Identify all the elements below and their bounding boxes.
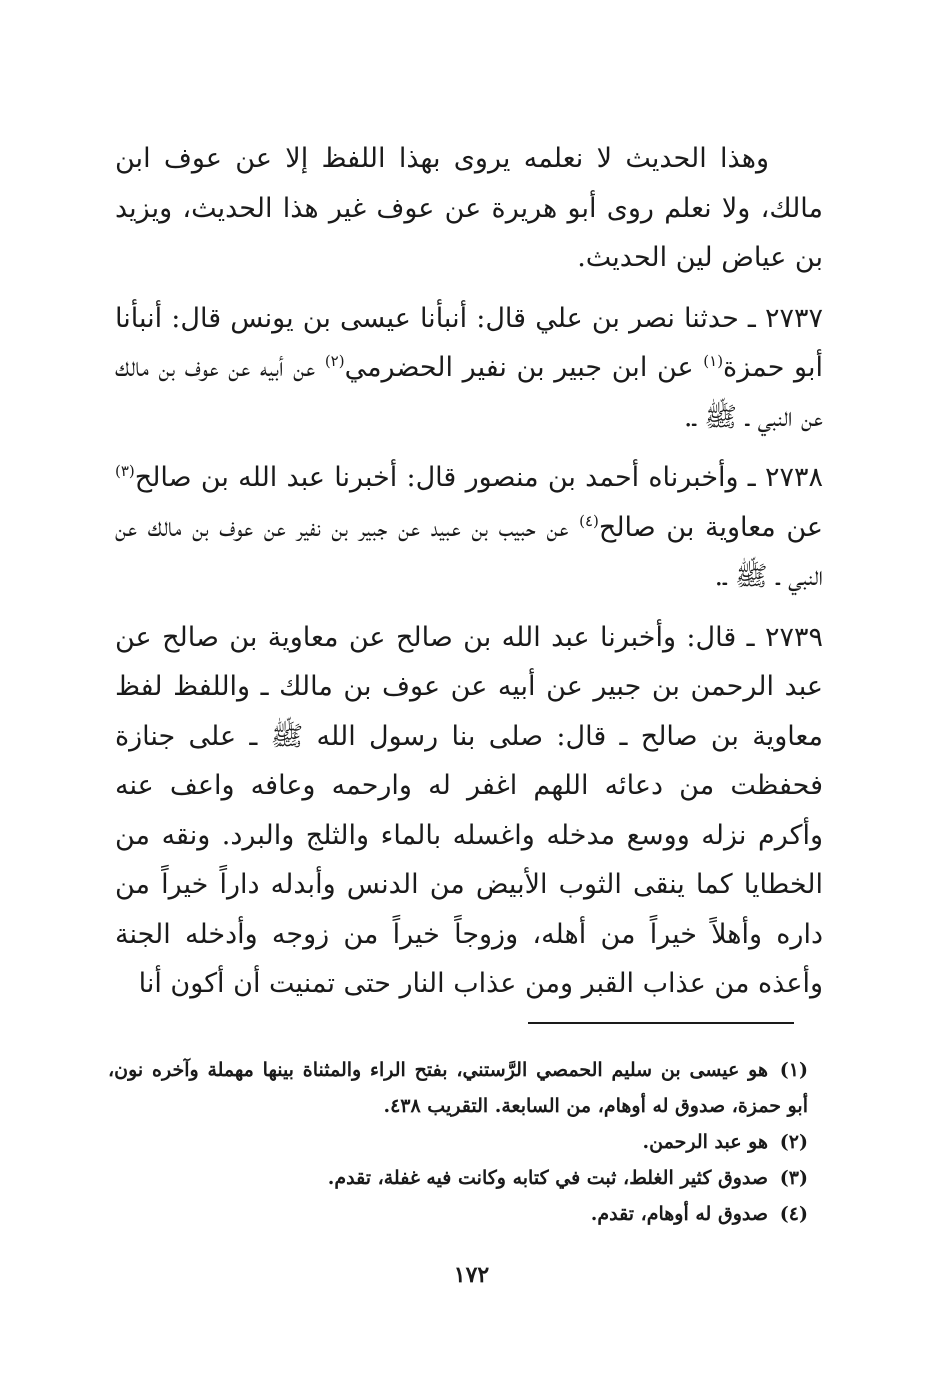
hadith-text: ـ قال: وأخبرنا عبد الله بن صالح عن معاوية بن صالح عن عبد الرحمن بن جبير عن أبيه عن عوف بن مالك ـ واللفظ لفظ معاوية بن صالح ـ قال: صلى بنا رسول الله ﷺ ـ على جنازة فحفظت من دعائه اللهم اغفر له وارحمه وعافه واعف عنه وأكرم نزله ووسع مدخله واغسله بالماء والثلج والبرد. ونقه من الخطايا كما ينقى الثوب الأبيض من الدنس وأبدله داراً خيراً من داره وأهلاً خيراً من أهله، وزوجاً خيراً من زوجه وأدخله الجنة وأعذه من عذاب القبر ومن عذاب النار حتى تمنيت أن أكون أنا <box>115 621 823 999</box>
hadith-text-part: ـ وأخبرناه أحمد بن منصور قال: أخبرنا عبد الله بن صالح <box>134 462 756 493</box>
hadith-number: ٢٧٣٧ <box>764 302 823 334</box>
footnote-text: هو عبد الرحمن. <box>642 1131 768 1153</box>
main-text <box>115 134 823 1020</box>
hadith-text-part: عن حبيب بن عبيد عن جبير بن نفير عن عوف بن مالك عن النبي ـ ﷺ ـ. <box>115 511 823 592</box>
footnote-marker: (٢) <box>779 1131 808 1153</box>
footnote-marker: (١) <box>779 1059 808 1081</box>
footnote-ref: (٤) <box>579 511 599 530</box>
intro-paragraph: وهذا الحديث لا نعلمه يروى بهذا اللفظ إلا عن عوف ابن مالك، ولا نعلم روى أبو هريرة عن عوف غير هذا الحديث، ويزيد بن عياض لين الحديث. <box>115 143 823 273</box>
hadith-text-part: عن أبيه عن عوف بن مالك عن النبي ـ ﷺ ـ. <box>115 352 823 433</box>
footnotes <box>108 1052 808 1232</box>
footnote-text: هو عيسى بن سليم الحمصي الرَّستني، بفتح الراء والمثناة بينها مهملة وآخره نون، أبو حمزة، صدوق له أوهام، من السابعة. التقريب ٤٣٨. <box>108 1059 808 1117</box>
hadith-2738 <box>115 453 823 602</box>
footnote-marker: (٣) <box>779 1167 808 1189</box>
footnote-separator <box>528 1022 794 1024</box>
footnote-1 <box>108 1052 808 1124</box>
footnote-marker: (٤) <box>779 1203 808 1225</box>
hadith-2737 <box>115 294 823 443</box>
footnote-text: صدوق له أوهام، تقدم. <box>590 1203 768 1225</box>
hadith-text-part: عن معاوية بن صالح <box>598 511 823 543</box>
footnote-ref: (٣) <box>115 462 135 480</box>
hadith-2739 <box>115 613 823 1009</box>
hadith-number: ٢٧٣٨ <box>764 462 823 493</box>
footnote-2 <box>108 1124 808 1160</box>
hadith-text-part: ـ حدثنا نصر بن علي قال: أنبأنا عيسى بن يونس قال: أنبأنا أبو حمزة <box>115 302 823 383</box>
page-number: ١٧٢ <box>453 1262 490 1288</box>
footnote-text: صدوق كثير الغلط، ثبت في كتابه وكانت فيه غفلة، تقدم. <box>327 1167 768 1189</box>
footnote-3 <box>108 1160 808 1196</box>
footnote-ref: (١) <box>703 352 724 370</box>
footnote-4 <box>108 1196 808 1232</box>
hadith-number: ٢٧٣٩ <box>764 621 823 653</box>
hadith-text-part: عن ابن جبير بن نفير الحضرمي <box>344 352 704 383</box>
footnote-ref: (٢) <box>324 352 345 370</box>
